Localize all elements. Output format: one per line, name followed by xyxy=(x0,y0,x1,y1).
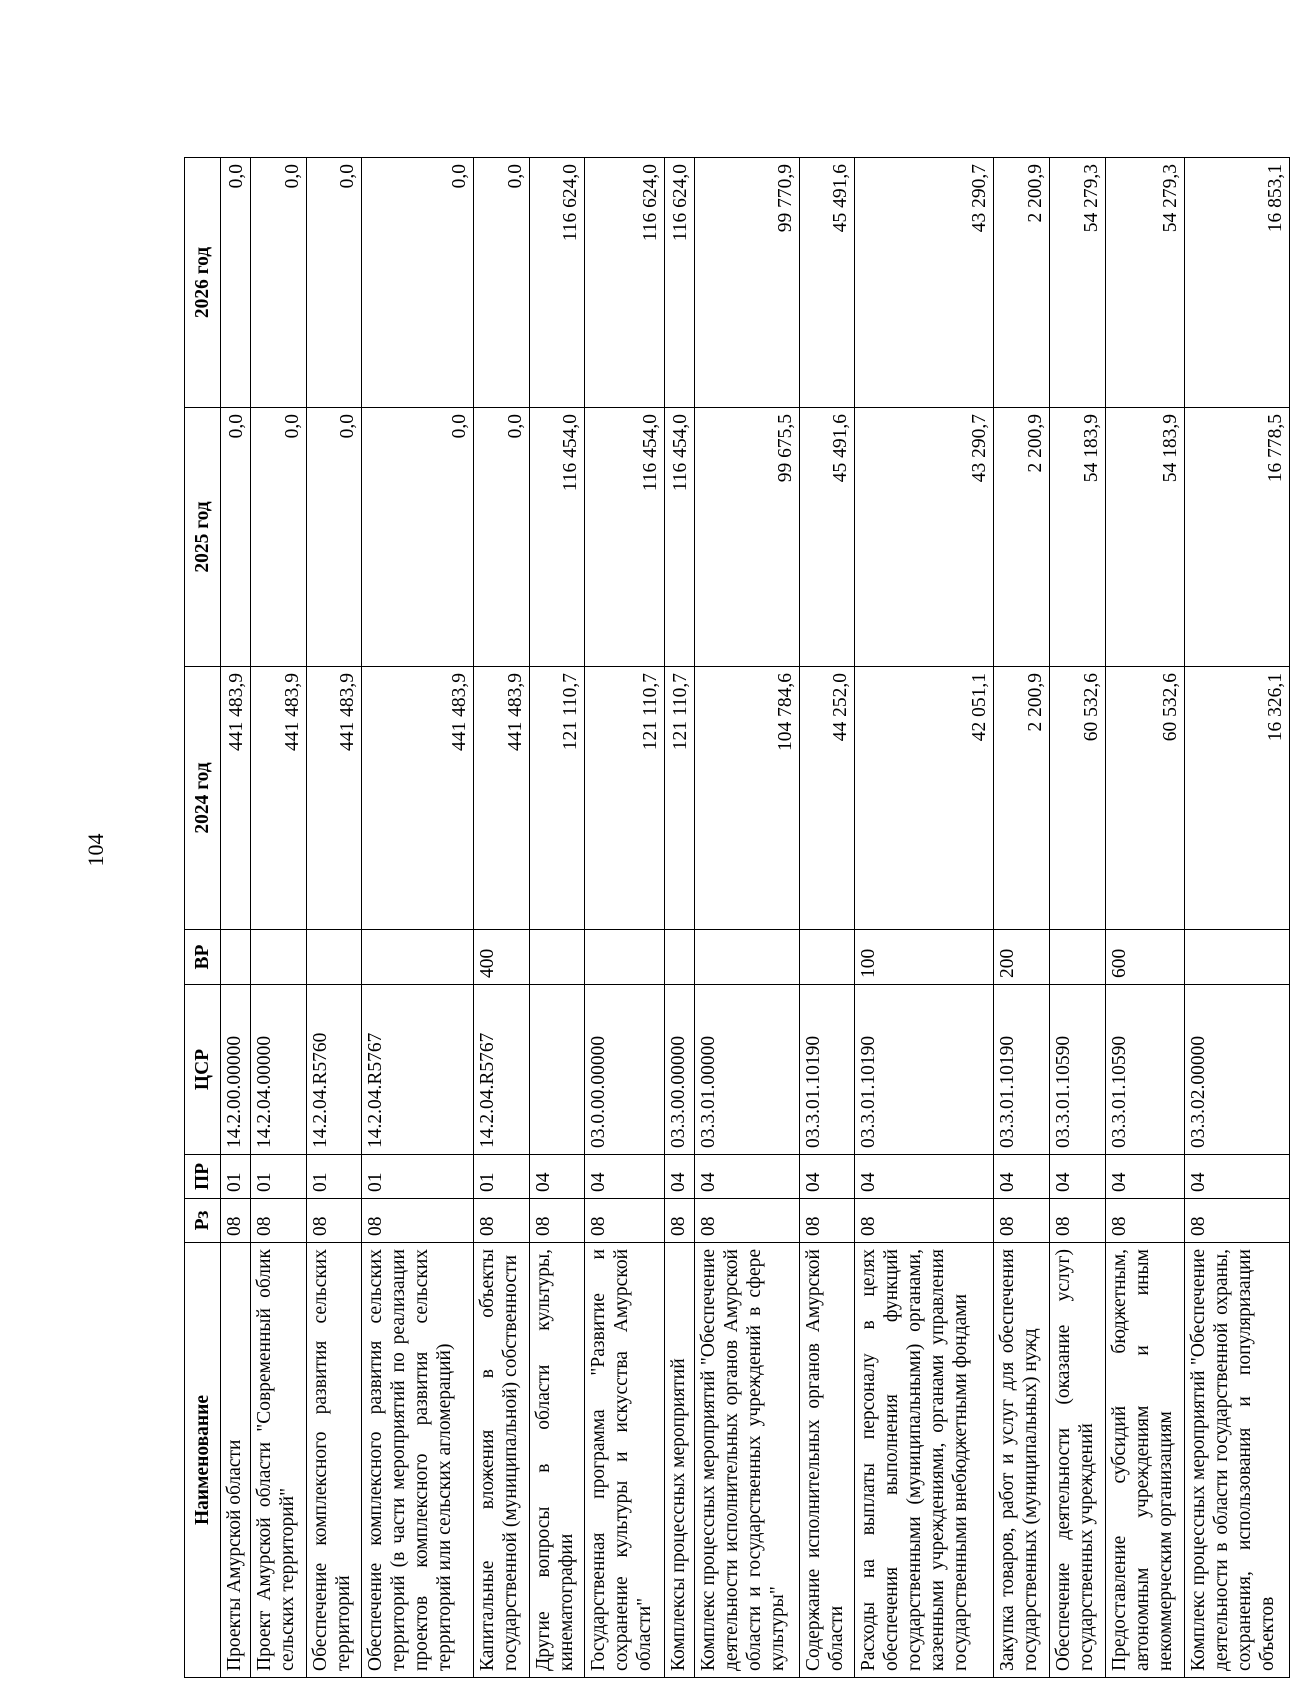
cell-csr: 03.3.01.10190 xyxy=(993,985,1049,1155)
cell-y2024: 16 326,1 xyxy=(1185,667,1290,930)
table-row xyxy=(307,158,362,1678)
budget-table xyxy=(184,157,1290,1678)
cell-y2026: 43 290,7 xyxy=(854,158,993,408)
cell-y2024: 42 051,1 xyxy=(854,667,993,930)
cell-vr: 200 xyxy=(993,930,1049,985)
cell-pr: 04 xyxy=(854,1155,993,1199)
cell-y2026: 45 491,6 xyxy=(799,158,854,408)
cell-vr: 600 xyxy=(1105,930,1185,985)
cell-y2025: 0,0 xyxy=(251,408,307,667)
cell-vr xyxy=(530,930,585,985)
cell-name: Обеспечение комплексного развития сельских территорий xyxy=(307,1243,362,1678)
cell-rz: 08 xyxy=(474,1199,530,1243)
header-csr: ЦСР xyxy=(185,985,221,1155)
cell-name: Комплексы процессных мероприятий xyxy=(664,1243,694,1678)
cell-rz: 08 xyxy=(799,1199,854,1243)
cell-csr: 03.3.01.10190 xyxy=(799,985,854,1155)
cell-y2025: 54 183,9 xyxy=(1049,408,1105,667)
cell-rz: 08 xyxy=(530,1199,585,1243)
header-2025: 2025 год xyxy=(185,408,221,667)
cell-csr: 03.0.00.00000 xyxy=(585,985,665,1155)
cell-pr: 04 xyxy=(664,1155,694,1199)
cell-csr: 03.3.00.00000 xyxy=(664,985,694,1155)
cell-y2025: 116 454,0 xyxy=(585,408,665,667)
table-row xyxy=(530,158,585,1678)
cell-y2025: 0,0 xyxy=(362,408,474,667)
cell-name: Предоставление субсидий бюджетным, автономным учреждениям и иным некоммерческим организациям xyxy=(1105,1243,1185,1678)
cell-y2026: 0,0 xyxy=(307,158,362,408)
cell-name: Комплекс процессных мероприятий "Обеспечение деятельности в области государственной охраны, сохранения, использования и популяризации объектов xyxy=(1185,1243,1290,1678)
cell-y2024: 441 483,9 xyxy=(251,667,307,930)
cell-name: Обеспечение деятельности (оказание услуг) государственных учреждений xyxy=(1049,1243,1105,1678)
cell-vr xyxy=(362,930,474,985)
cell-pr: 04 xyxy=(530,1155,585,1199)
cell-y2025: 2 200,9 xyxy=(993,408,1049,667)
cell-pr: 04 xyxy=(993,1155,1049,1199)
header-rz: Рз xyxy=(185,1199,221,1243)
cell-y2025: 99 675,5 xyxy=(695,408,800,667)
cell-rz: 08 xyxy=(1049,1199,1105,1243)
table-row xyxy=(362,158,474,1678)
cell-y2024: 441 483,9 xyxy=(362,667,474,930)
cell-y2024: 60 532,6 xyxy=(1105,667,1185,930)
cell-rz: 08 xyxy=(362,1199,474,1243)
cell-pr: 01 xyxy=(221,1155,251,1199)
cell-y2025: 0,0 xyxy=(221,408,251,667)
cell-y2024: 121 110,7 xyxy=(664,667,694,930)
cell-vr xyxy=(799,930,854,985)
cell-name: Закупка товаров, работ и услуг для обеспечения государственных (муниципальных) нужд xyxy=(993,1243,1049,1678)
cell-rz: 08 xyxy=(251,1199,307,1243)
cell-y2025: 0,0 xyxy=(307,408,362,667)
cell-pr: 04 xyxy=(695,1155,800,1199)
cell-y2024: 121 110,7 xyxy=(530,667,585,930)
table-row xyxy=(664,158,694,1678)
cell-vr: 100 xyxy=(854,930,993,985)
cell-y2026: 54 279,3 xyxy=(1105,158,1185,408)
cell-y2026: 16 853,1 xyxy=(1185,158,1290,408)
cell-pr: 01 xyxy=(474,1155,530,1199)
cell-pr: 01 xyxy=(307,1155,362,1199)
cell-name: Комплекс процессных мероприятий "Обеспечение деятельности исполнительных органов Амурской области и государственных учреждений в сфере культуры" xyxy=(695,1243,800,1678)
cell-rz: 08 xyxy=(221,1199,251,1243)
cell-y2024: 44 252,0 xyxy=(799,667,854,930)
cell-pr: 04 xyxy=(1049,1155,1105,1199)
cell-vr xyxy=(1049,930,1105,985)
cell-csr: 03.3.01.10590 xyxy=(1105,985,1185,1155)
cell-vr xyxy=(585,930,665,985)
header-2026: 2026 год xyxy=(185,158,221,408)
table-row xyxy=(854,158,993,1678)
cell-csr xyxy=(530,985,585,1155)
cell-y2024: 441 483,9 xyxy=(474,667,530,930)
cell-name: Проект Амурской области "Современный облик сельских территорий" xyxy=(251,1243,307,1678)
cell-rz: 08 xyxy=(1105,1199,1185,1243)
cell-vr xyxy=(251,930,307,985)
cell-y2025: 54 183,9 xyxy=(1105,408,1185,667)
cell-y2026: 2 200,9 xyxy=(993,158,1049,408)
cell-csr: 14.2.04.00000 xyxy=(251,985,307,1155)
cell-csr: 03.3.01.10590 xyxy=(1049,985,1105,1155)
cell-rz: 08 xyxy=(1185,1199,1290,1243)
header-name: Наименование xyxy=(185,1243,221,1678)
page-number: 104 xyxy=(83,833,108,867)
budget-table-container xyxy=(184,158,1290,1678)
table-row xyxy=(695,158,800,1678)
cell-y2026: 0,0 xyxy=(221,158,251,408)
cell-csr: 14.2.04.R5767 xyxy=(362,985,474,1155)
cell-y2026: 116 624,0 xyxy=(585,158,665,408)
cell-y2025: 0,0 xyxy=(474,408,530,667)
cell-y2025: 116 454,0 xyxy=(530,408,585,667)
cell-csr: 03.3.01.10190 xyxy=(854,985,993,1155)
header-vr: ВР xyxy=(185,930,221,985)
cell-rz: 08 xyxy=(695,1199,800,1243)
cell-csr: 14.2.04.R5767 xyxy=(474,985,530,1155)
cell-pr: 01 xyxy=(362,1155,474,1199)
cell-y2024: 60 532,6 xyxy=(1049,667,1105,930)
cell-pr: 04 xyxy=(799,1155,854,1199)
cell-pr: 01 xyxy=(251,1155,307,1199)
table-row xyxy=(585,158,665,1678)
table-header-row xyxy=(185,158,221,1678)
cell-y2026: 0,0 xyxy=(362,158,474,408)
cell-csr: 14.2.04.R5760 xyxy=(307,985,362,1155)
table-row xyxy=(799,158,854,1678)
table-row xyxy=(474,158,530,1678)
header-pr: ПР xyxy=(185,1155,221,1199)
cell-y2025: 45 491,6 xyxy=(799,408,854,667)
cell-y2025: 116 454,0 xyxy=(664,408,694,667)
cell-rz: 08 xyxy=(585,1199,665,1243)
table-row xyxy=(221,158,251,1678)
cell-csr: 03.3.01.00000 xyxy=(695,985,800,1155)
cell-name: Обеспечение комплексного развития сельских территорий (в части мероприятий по реализации проектов комплексного развития сельских территорий или сельских агломераций) xyxy=(362,1243,474,1678)
table-row xyxy=(993,158,1049,1678)
cell-name: Содержание исполнительных органов Амурской области xyxy=(799,1243,854,1678)
cell-rz: 08 xyxy=(664,1199,694,1243)
cell-y2026: 99 770,9 xyxy=(695,158,800,408)
cell-y2025: 16 778,5 xyxy=(1185,408,1290,667)
cell-vr: 400 xyxy=(474,930,530,985)
cell-name: Другие вопросы в области культуры, кинематографии xyxy=(530,1243,585,1678)
table-row xyxy=(1049,158,1105,1678)
cell-vr xyxy=(664,930,694,985)
cell-vr xyxy=(695,930,800,985)
cell-y2024: 2 200,9 xyxy=(993,667,1049,930)
cell-y2024: 441 483,9 xyxy=(221,667,251,930)
header-2024: 2024 год xyxy=(185,667,221,930)
table-body xyxy=(221,158,1290,1678)
table-row xyxy=(251,158,307,1678)
cell-name: Расходы на выплаты персоналу в целях обеспечения выполнения функций государственными (муниципальными) органами, казенными учреждениями, органами управления государственными внебюджетными фондами xyxy=(854,1243,993,1678)
cell-y2026: 54 279,3 xyxy=(1049,158,1105,408)
cell-csr: 14.2.00.00000 xyxy=(221,985,251,1155)
cell-y2024: 121 110,7 xyxy=(585,667,665,930)
cell-y2026: 116 624,0 xyxy=(530,158,585,408)
cell-vr xyxy=(307,930,362,985)
cell-name: Капитальные вложения в объекты государственной (муниципальной) собственности xyxy=(474,1243,530,1678)
cell-y2026: 0,0 xyxy=(474,158,530,408)
table-row xyxy=(1105,158,1185,1678)
cell-y2024: 441 483,9 xyxy=(307,667,362,930)
cell-pr: 04 xyxy=(1105,1155,1185,1199)
cell-name: Государственная программа "Развитие и сохранение культуры и искусства Амурской области" xyxy=(585,1243,665,1678)
cell-pr: 04 xyxy=(1185,1155,1290,1199)
cell-name: Проекты Амурской области xyxy=(221,1243,251,1678)
cell-csr: 03.3.02.00000 xyxy=(1185,985,1290,1155)
table-row xyxy=(1185,158,1290,1678)
cell-y2026: 116 624,0 xyxy=(664,158,694,408)
cell-rz: 08 xyxy=(307,1199,362,1243)
cell-rz: 08 xyxy=(993,1199,1049,1243)
cell-y2025: 43 290,7 xyxy=(854,408,993,667)
cell-vr xyxy=(1185,930,1290,985)
cell-y2024: 104 784,6 xyxy=(695,667,800,930)
cell-pr: 04 xyxy=(585,1155,665,1199)
cell-rz: 08 xyxy=(854,1199,993,1243)
cell-y2026: 0,0 xyxy=(251,158,307,408)
cell-vr xyxy=(221,930,251,985)
